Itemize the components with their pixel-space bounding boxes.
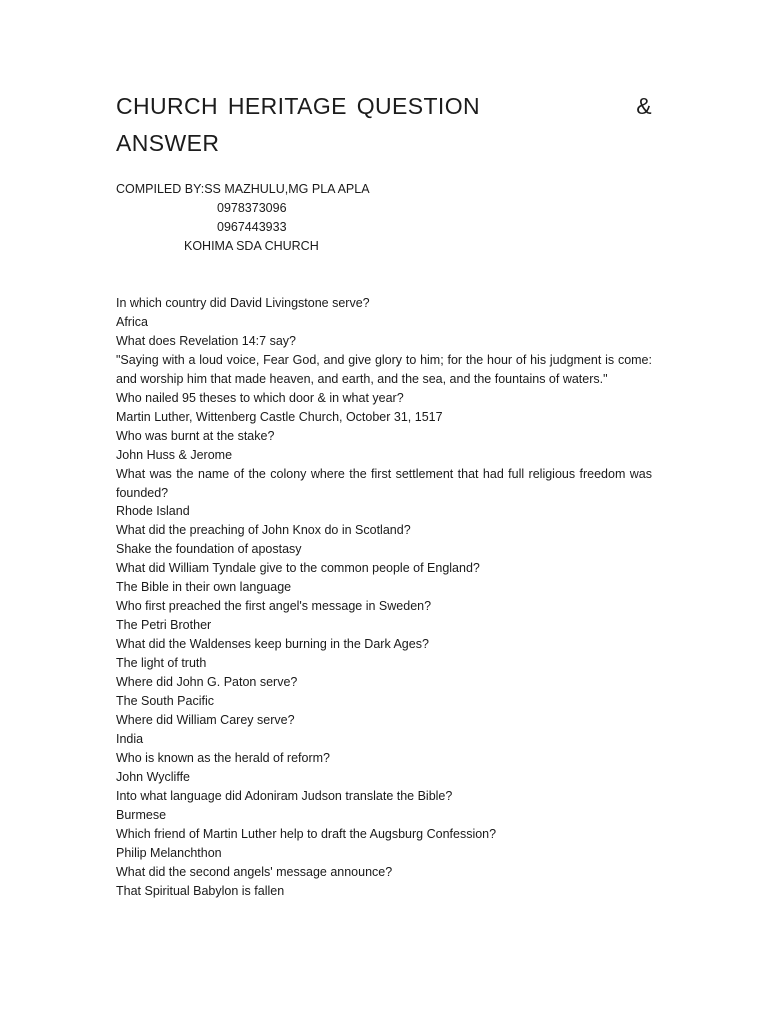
compiled-by: COMPILED BY:SS MAZHULU,MG PLA APLA [116, 182, 370, 196]
answer: India [116, 731, 144, 746]
question: Where did William Carey serve? [116, 712, 295, 727]
question: What does Revelation 14:7 say? [116, 333, 296, 348]
phone-number-2: 0967443933 [217, 220, 287, 234]
phone-number-1: 0978373096 [217, 201, 287, 215]
answer: The South Pacific [116, 694, 214, 709]
title-ampersand: & [636, 93, 652, 119]
question: Who first preached the first angel's message in Sweden? [116, 599, 432, 614]
answer: Philip Melanchthon [116, 845, 222, 860]
answer: John Wycliffe [116, 769, 190, 784]
answer: The Petri Brother [116, 618, 212, 633]
question: Who is known as the herald of reform? [116, 750, 330, 765]
question: What did the preaching of John Knox do in Scotland? [116, 523, 411, 538]
document-title [116, 88, 652, 162]
question: Who was burnt at the stake? [116, 428, 275, 443]
answer: Africa [116, 314, 148, 329]
qa-list [116, 294, 652, 901]
question: Who nailed 95 theses to which door & in what year? [116, 390, 404, 405]
answer: Martin Luther, Wittenberg Castle Church, October 31, 1517 [116, 409, 443, 424]
answer: Rhode Island [116, 504, 190, 519]
answer: "Saying with a loud voice, Fear God, and give glory to him; for the hour of his judgment is come: and worship him that made heaven, and earth, and the sea, and the fountains of waters." [116, 352, 652, 386]
answer: The Bible in their own language [116, 580, 292, 595]
answer: Burmese [116, 807, 167, 822]
question: Which friend of Martin Luther help to draft the Augsburg Confession? [116, 826, 497, 841]
answer: That Spiritual Babylon is fallen [116, 883, 285, 898]
question: Where did John G. Paton serve? [116, 675, 298, 690]
question: What did William Tyndale give to the common people of England? [116, 561, 480, 576]
question: What did the second angels' message announce? [116, 864, 393, 879]
question: What did the Waldenses keep burning in the Dark Ages? [116, 637, 429, 652]
title-line-2: ANSWER [116, 130, 220, 156]
answer: The light of truth [116, 656, 207, 671]
answer: John Huss & Jerome [116, 447, 233, 462]
question: What was the name of the colony where the first settlement that had full religious freedom was founded? [116, 466, 652, 500]
church-name: KOHIMA SDA CHURCH [184, 239, 319, 253]
title-line-1: CHURCH HERITAGE QUESTION [116, 93, 481, 119]
question: Into what language did Adoniram Judson translate the Bible? [116, 788, 453, 803]
answer: Shake the foundation of apostasy [116, 542, 302, 557]
question: In which country did David Livingstone serve? [116, 296, 370, 310]
